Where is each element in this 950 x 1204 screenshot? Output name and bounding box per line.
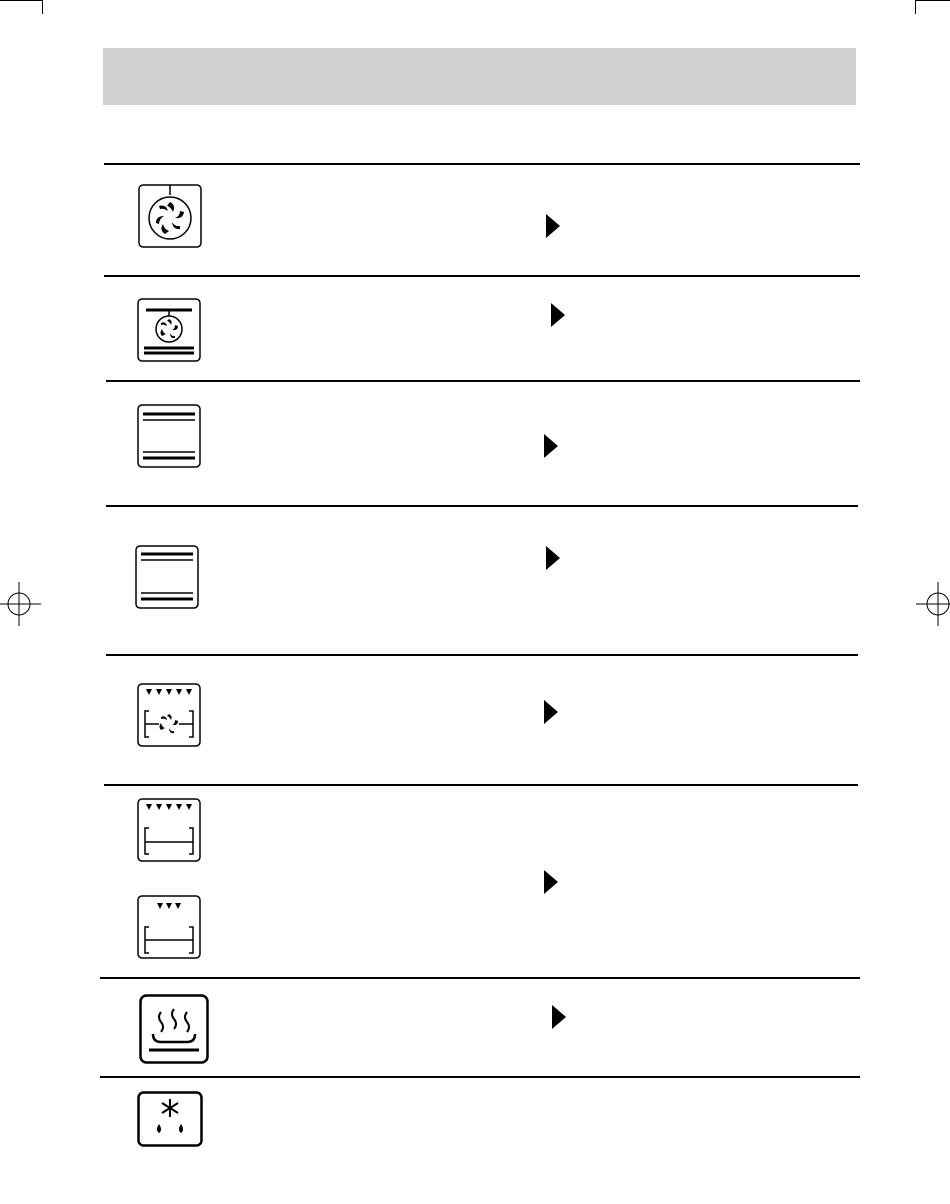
- arrow-icon: [544, 870, 558, 894]
- row-divider: [100, 977, 860, 979]
- header-bar: [103, 48, 856, 105]
- crop-mark: [915, 0, 950, 1]
- arrow-icon: [552, 1005, 566, 1029]
- plate-warming-icon: [139, 994, 209, 1064]
- row-divider: [104, 163, 860, 165]
- registration-mark: [0, 582, 41, 626]
- crop-mark: [915, 0, 916, 14]
- row-divider: [106, 505, 858, 507]
- arrow-icon: [544, 434, 558, 458]
- row-divider: [106, 654, 858, 656]
- fan-icon: [138, 184, 202, 248]
- arrow-icon: [551, 303, 565, 327]
- row-divider: [104, 784, 858, 786]
- arrow-icon: [544, 700, 558, 724]
- crop-mark: [42, 0, 43, 14]
- top-and-bottom-heat-icon: [137, 404, 201, 468]
- row-divider: [100, 1076, 860, 1078]
- grill-with-fan-icon: [137, 683, 201, 747]
- top-and-bottom-heat-icon: [135, 545, 199, 609]
- crop-mark: [0, 0, 42, 1]
- fan-with-top-and-bottom-heat-icon: [137, 298, 201, 362]
- arrow-icon: [546, 214, 560, 238]
- half-grill-icon: [137, 895, 201, 959]
- full-grill-icon: [137, 798, 201, 862]
- row-divider: [104, 275, 860, 277]
- row-divider: [106, 380, 860, 382]
- registration-mark: [916, 582, 950, 626]
- arrow-icon: [546, 546, 560, 570]
- defrost-icon: [137, 1091, 203, 1147]
